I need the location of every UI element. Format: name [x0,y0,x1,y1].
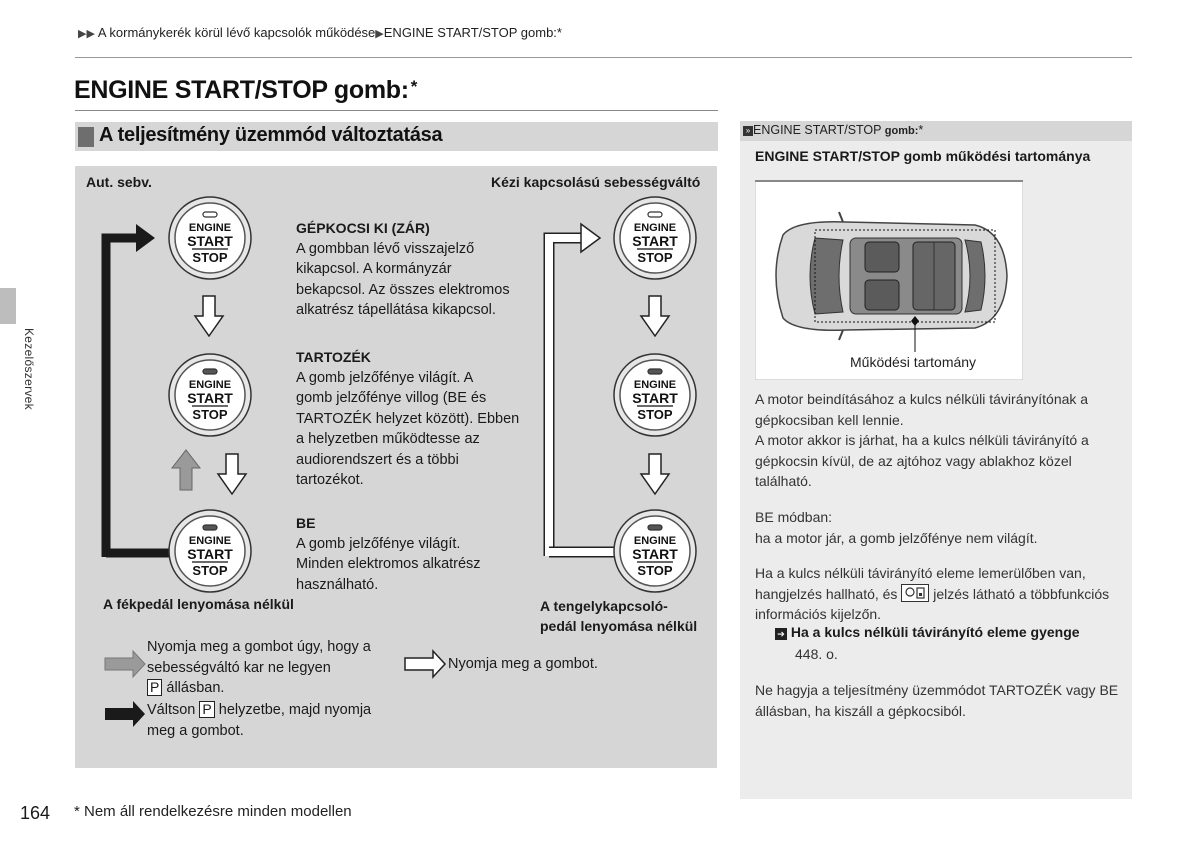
side-tab-marker [0,288,16,324]
svg-text:ENGINE: ENGINE [188,379,232,391]
mode-text-line: A gomb jelzőfénye világít. A [296,369,474,386]
legend-white-arrow-icon [405,651,445,677]
clutch-label [540,596,697,636]
park-position-badge: P [199,701,214,718]
mode-title: TARTOZÉK [296,349,371,365]
mode-text-line: gomb jelzőfénye villog (BE és [296,390,487,406]
mode-description-off [296,218,536,321]
info-text-line: gépkocsin kívül, de az ajtóhoz vagy ablakhoz közel [755,452,1072,469]
engine-start-stop-button [168,509,252,593]
svg-text:STOP: STOP [637,563,673,578]
engine-start-stop-button [613,196,697,280]
mode-description-on [296,513,536,595]
divider [75,57,1132,58]
car-top-view-image [755,180,1023,380]
info-text-line: BE módban: [755,509,833,525]
reference-arrow-icon: ➔ [775,628,787,640]
cross-reference-link[interactable] [775,624,1080,640]
section-header [75,122,718,151]
breadcrumb-arrow-icon: ▶ [375,28,384,40]
divider [75,110,718,111]
keyless-remote-battery-icon [901,584,929,602]
clutch-label-line: A tengelykapcsoló- [540,598,668,614]
engine-start-stop-button [613,353,697,437]
side-tab-label: Kezelőszervek [22,328,36,410]
page-title-star: * [410,77,418,96]
white-down-arrow-icon [641,454,669,494]
mode-text-line: A gombban lévő visszajelző [296,240,475,257]
black-loop-arrow [106,238,138,557]
park-position-badge: P [147,679,162,696]
manual-transmission-label: Kézi kapcsolású sebességváltó [491,174,701,190]
info-paragraph [755,507,1125,548]
breadcrumb-item[interactable]: ENGINE START/STOP gomb: [383,25,557,40]
svg-text:STOP: STOP [637,250,673,265]
page-title-text: ENGINE START/STOP gomb: [74,76,409,104]
mode-title: GÉPKOCSI KI (ZÁR) [296,220,430,236]
breadcrumb [78,25,562,40]
info-text-line: jelzés látható a többfunkciós [933,585,1110,602]
info-text-line: információs kijelzőn. [755,606,882,622]
svg-text:ENGINE: ENGINE [188,222,232,234]
info-text-line: gépkocsiban kell lennie. [755,411,904,428]
svg-text:START: START [187,546,233,562]
page-number: 164 [20,803,51,823]
mode-text-line: kikapcsol. A kormányzár [296,261,452,277]
legend-text-line: Váltson [147,702,196,718]
info-paragraph [755,563,1130,625]
breadcrumb-star: * [556,25,562,40]
info-text-line: ha a motor jár, a gomb jelzőfénye nem világít. [755,529,1038,546]
svg-text:ENGINE: ENGINE [633,379,677,391]
mode-text-line: audiorendszert és a többi [296,451,459,468]
legend-text-line: sebességváltó kar ne legyen [147,659,331,676]
gray-up-arrow-icon [172,450,200,490]
svg-text:START: START [187,233,233,249]
svg-text:ENGINE: ENGINE [188,535,232,547]
svg-text:ENGINE: ENGINE [633,535,677,547]
mode-description-accessory [296,347,536,491]
legend-text-line: meg a gombot. [147,722,244,739]
section-title: A teljesítmény üzemmód változtatása [99,124,443,146]
info-sidebar-title [743,123,923,137]
breadcrumb-item[interactable]: A kormánykerék körül lévő kapcsolók működése [97,25,376,40]
svg-text:START: START [187,390,233,406]
mode-text-line: TARTOZÉK helyzet között). Ebben [296,410,520,427]
black-arrowhead-icon [136,224,155,252]
legend-gray-arrow-icon [105,651,145,677]
white-arrowhead-icon [581,224,600,252]
info-text-line: Ne hagyja a teljesítmény üzemmódot TARTOZÉK vagy BE [755,682,1119,698]
info-sidebar-title-star: * [918,123,924,137]
svg-text:START: START [632,390,678,406]
info-text-line: hangjelzés hallható, és [755,585,898,602]
white-down-arrow-icon [218,454,246,494]
mode-title: BE [296,515,316,531]
cross-reference-title: Ha a kulcs nélküli távirányító eleme gyenge [790,624,1080,640]
mode-text-line: a helyzetben működtesse az [296,431,480,447]
svg-text:START: START [632,233,678,249]
white-down-arrow-icon [641,296,669,336]
operating-range-figure [755,180,1023,380]
legend-text-line: Nyomja meg a gombot úgy, hogy a [147,639,371,655]
svg-text:STOP: STOP [192,563,228,578]
info-text-line: Ha a kulcs nélküli távirányító eleme lemerülőben van, [755,565,1086,581]
mode-text-line: Minden elektromos alkatrész [296,556,481,572]
automatic-transmission-label: Aut. sebv. [86,174,152,190]
operating-range-caption: Működési tartomány [850,354,977,370]
cross-reference-page[interactable]: 448. o. [795,646,838,662]
info-sidebar-title-suffix: gomb: [884,125,919,137]
info-text-line: állásban, ha kiszáll a gépkocsiból. [755,702,966,719]
mode-text-line: A gomb jelzőfénye világít. [296,535,461,552]
engine-start-stop-button [168,196,252,280]
svg-text:STOP: STOP [192,407,228,422]
legend-text-line: helyzetbe, majd nyomja [218,702,372,718]
white-down-arrow-icon [195,296,223,336]
svg-text:STOP: STOP [192,250,228,265]
info-text-line: A motor akkor is járhat, ha a kulcs nélküli távirányító a [755,432,1089,448]
svg-text:STOP: STOP [637,407,673,422]
svg-text:ENGINE: ENGINE [633,222,677,234]
mode-text-line: bekapcsol. Az összes elektromos [296,281,510,298]
legend-text-line: állásban. [166,680,225,696]
legend-gray [147,637,397,699]
info-text-line: található. [755,473,812,489]
mode-text-line: alkatrész tápellátása kikapcsol. [296,302,496,318]
mode-text-line: tartozékot. [296,472,364,488]
page-title [74,76,417,105]
clutch-label-line: pedál lenyomása nélkül [540,618,698,634]
svg-text:START: START [632,546,678,562]
mode-text-line: használható. [296,576,379,593]
info-paragraph [755,389,1125,492]
brake-label: A fékpedál lenyomása nélkül [103,596,294,612]
info-paragraph [755,680,1130,721]
legend-white: Nyomja meg a gombot. [448,656,598,672]
footnote: * Nem áll rendelkezésre minden modellen [74,803,352,820]
operating-range-title: ENGINE START/STOP gomb működési tartománya [755,148,1091,164]
breadcrumb-arrow-icon: ▶▶ [78,28,95,40]
section-square-icon [78,127,94,147]
legend-black-arrow-icon [105,701,145,727]
engine-start-stop-button [168,353,252,437]
engine-start-stop-button [613,509,697,593]
reference-icon: » [743,126,753,136]
info-sidebar-title-text: ENGINE START/STOP [753,123,882,137]
legend-black [147,700,407,741]
info-text-line: A motor beindításához a kulcs nélküli távirányítónak a [755,391,1089,407]
